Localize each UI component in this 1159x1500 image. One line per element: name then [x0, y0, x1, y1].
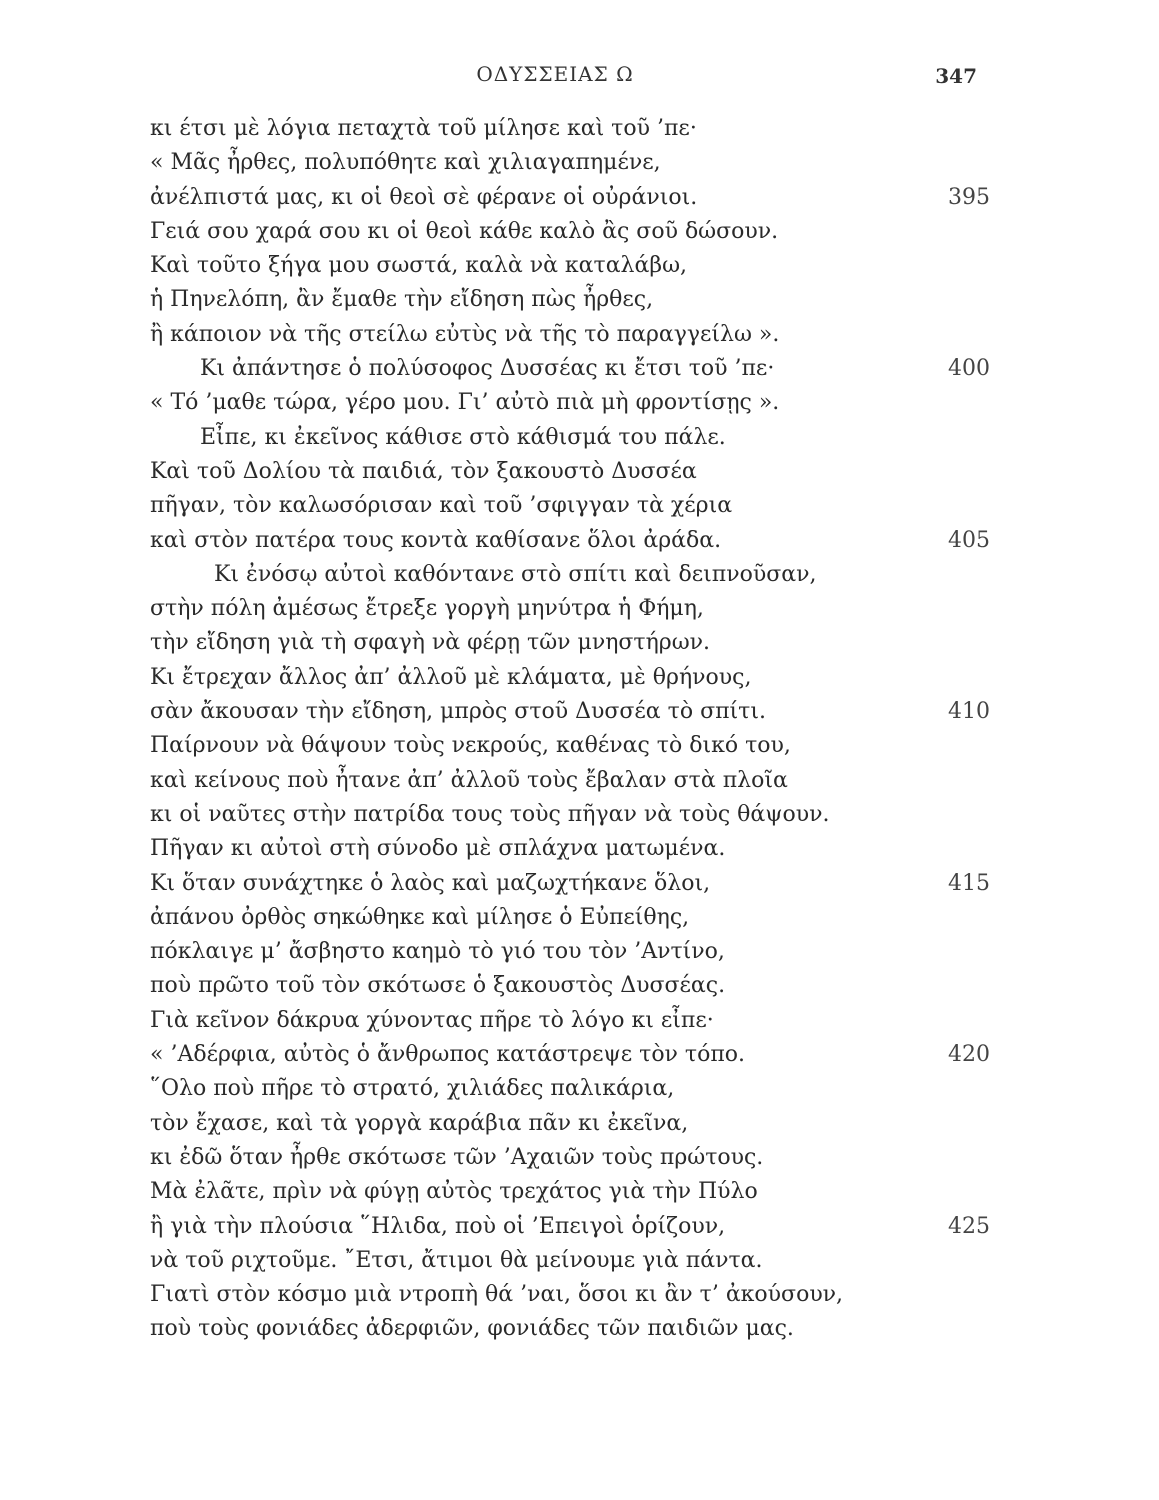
page-number: 347 [935, 64, 977, 88]
verse-line [150, 1004, 990, 1038]
verse-text: Παίρνουν νὰ θάψουν τοὺς νεκρούς, καθένας τὸ δικό του, [150, 733, 791, 759]
verse-line [150, 969, 990, 1003]
verse-text: τὸν ἔχασε, καὶ τὰ γοργὰ καράβια πᾶν κι ἐκεῖνα, [150, 1110, 689, 1136]
verse-line [150, 558, 990, 592]
verse-text: Κι ἔτρεχαν ἄλλος ἀπ’ ἀλλοῦ μὲ κλάματα, μὲ θρήνους, [150, 664, 752, 690]
verse-text: ποὺ πρῶτο τοῦ τὸν σκότωσε ὁ ξακουστὸς Δυσσέας. [150, 973, 726, 999]
verse-text: σὰν ἄκουσαν τὴν εἴδηση, μπρὸς στοῦ Δυσσέα τὸ σπίτι. [150, 699, 766, 725]
verse-line [150, 1072, 990, 1106]
verse-text: κι οἱ ναῦτες στὴν πατρίδα τους τοὺς πῆγαν νὰ τοὺς θάψουν. [150, 801, 830, 827]
verse-text: « ’Αδέρφια, αὐτὸς ὁ ἄνθρωπος κατάστρεψε τὸν τόπο. [150, 1042, 746, 1068]
verse-line [150, 386, 990, 420]
verse-text: νὰ τοῦ ριχτοῦμε. ῎Ετσι, ἄτιμοι θὰ μείνουμε γιὰ πάντα. [150, 1247, 763, 1273]
line-number: 425 [948, 1213, 990, 1239]
verse-line [150, 421, 990, 455]
verse-line [150, 489, 990, 523]
verse-line [150, 626, 990, 660]
line-number: 405 [948, 527, 990, 553]
line-number: 420 [948, 1042, 990, 1068]
verse-line [150, 764, 990, 798]
verse-line [150, 798, 990, 832]
running-title: ΟΔΥΣΣΕΙΑΣ Ω [476, 62, 634, 86]
verse-text: Μὰ ἐλᾶτε, πρὶν νὰ φύγῃ αὐτὸς τρεχάτος γιὰ τὴν Πύλο [150, 1179, 758, 1205]
line-number: 400 [948, 356, 990, 382]
verse-text: πόκλαιγε μ’ ἄσβηστο καημὸ τὸ γιό του τὸν ’Αντίνο, [150, 939, 725, 965]
verse-text: Καὶ τοῦ Δολίου τὰ παιδιά, τὸν ξακουστὸ Δυσσέα [150, 458, 697, 484]
verse-line [150, 112, 990, 146]
verse-text: Εἶπε, κι ἐκεῖνος κάθισε στὸ κάθισμά του πάλε. [200, 424, 726, 450]
verse-text: κι ἐδῶ ὅταν ἦρθε σκότωσε τῶν ’Αχαιῶν τοὺς πρώτους. [150, 1144, 764, 1170]
verse-text: τὴν εἴδηση γιὰ τὴ σφαγὴ νὰ φέρῃ τῶν μνηστήρων. [150, 630, 711, 656]
verse-line [150, 215, 990, 249]
verse-text: « Μᾶς ἦρθες, πολυπόθητε καὶ χιλιαγαπημένε, [150, 150, 661, 176]
line-number: 410 [948, 699, 990, 725]
line-number: 415 [948, 870, 990, 896]
verse-text: Κι ἐνόσῳ αὐτοὶ καθόντανε στὸ σπίτι καὶ δειπνοῦσαν, [214, 561, 817, 587]
verse-line [150, 1210, 990, 1244]
verse-line [150, 455, 990, 489]
verse-line [150, 661, 990, 695]
verse-line [150, 283, 990, 317]
verse-line [150, 352, 990, 386]
verse-text: Γιατὶ στὸν κόσμο μιὰ ντροπὴ θά ’ναι, ὅσοι κι ἂν τ’ ἀκούσουν, [150, 1282, 844, 1308]
verse-line [150, 1278, 990, 1312]
verse-text: Κι ἀπάντησε ὁ πολύσοφος Δυσσέας κι ἔτσι τοῦ ’πε· [200, 356, 775, 382]
verse-line [150, 1141, 990, 1175]
verse-line [150, 867, 990, 901]
verse-text: πῆγαν, τὸν καλωσόρισαν καὶ τοῦ ’σφιγγαν τὰ χέρια [150, 493, 733, 519]
verse-line [150, 146, 990, 180]
verse-line [150, 935, 990, 969]
verse-line [150, 901, 990, 935]
verse-text: Γειά σου χαρά σου κι οἱ θεοὶ κάθε καλὸ ἂς σοῦ δώσουν. [150, 218, 779, 244]
verse-line [150, 318, 990, 352]
verse-text: κι έτσι μὲ λόγια πεταχτὰ τοῦ μίλησε καὶ τοῦ ’πε· [150, 116, 697, 141]
line-number: 395 [948, 184, 990, 210]
verse-line [150, 1244, 990, 1278]
verse-text: ἀνέλπιστά μας, κι οἱ θεοὶ σὲ φέρανε οἱ οὐράνιοι. [150, 184, 698, 210]
verse-text: ἡ Πηνελόπη, ἂν ἔμαθε τὴν εἴδηση πὼς ἦρθες, [150, 287, 654, 313]
verse-line [150, 181, 990, 215]
verse-line [150, 592, 990, 626]
verse-text: Καὶ τοῦτο ξήγα μου σωστά, καλὰ νὰ καταλάβω, [150, 253, 688, 279]
verse-text: « Τό ’μαθε τώρα, γέρο μου. Γι’ αὐτὸ πιὰ μὴ φροντίσῃς ». [150, 390, 780, 416]
verse-line [150, 1175, 990, 1209]
poem-text [150, 112, 990, 1347]
verse-text: Πῆγαν κι αὐτοὶ στὴ σύνοδο μὲ σπλάχνα ματωμένα. [150, 836, 726, 862]
verse-line [150, 729, 990, 763]
verse-line [150, 1038, 990, 1072]
verse-line [150, 249, 990, 283]
verse-line [150, 832, 990, 866]
verse-line [150, 1107, 990, 1141]
verse-text: ἀπάνου ὀρθὸς σηκώθηκε καὶ μίλησε ὁ Εὐπείθης, [150, 904, 690, 930]
verse-text: καὶ στὸν πατέρα τους κοντὰ καθίσανε ὅλοι ἀράδα. [150, 527, 722, 553]
verse-text: Γιὰ κεῖνον δάκρυα χύνοντας πῆρε τὸ λόγο κι εἶπε· [150, 1007, 714, 1033]
verse-text: Κι ὅταν συνάχτηκε ὁ λαὸς καὶ μαζωχτήκανε ὅλοι, [150, 870, 711, 896]
verse-line [150, 1312, 990, 1346]
verse-line [150, 695, 990, 729]
verse-text: καὶ κείνους ποὺ ἦτανε ἀπ’ ἀλλοῦ τοὺς ἔβαλαν στὰ πλοῖα [150, 767, 788, 793]
verse-line [150, 524, 990, 558]
verse-text: ἢ γιὰ τὴν πλούσια ῞Ηλιδα, ποὺ οἱ ’Επειγοὶ ὁρίζουν, [150, 1213, 726, 1239]
verse-text: ποὺ τοὺς φονιάδες ἀδερφιῶν, φονιάδες τῶν παιδιῶν μας. [150, 1316, 794, 1342]
verse-text: ῞Ολο ποὺ πῆρε τὸ στρατό, χιλιάδες παλικάρια, [150, 1076, 675, 1102]
verse-text: στὴν πόλη ἀμέσως ἔτρεξε γοργὴ μηνύτρα ἡ Φήμη, [150, 596, 704, 622]
verse-text: ἢ κάποιον νὰ τῆς στείλω εὐτὺς νὰ τῆς τὸ παραγγείλω ». [150, 321, 780, 347]
